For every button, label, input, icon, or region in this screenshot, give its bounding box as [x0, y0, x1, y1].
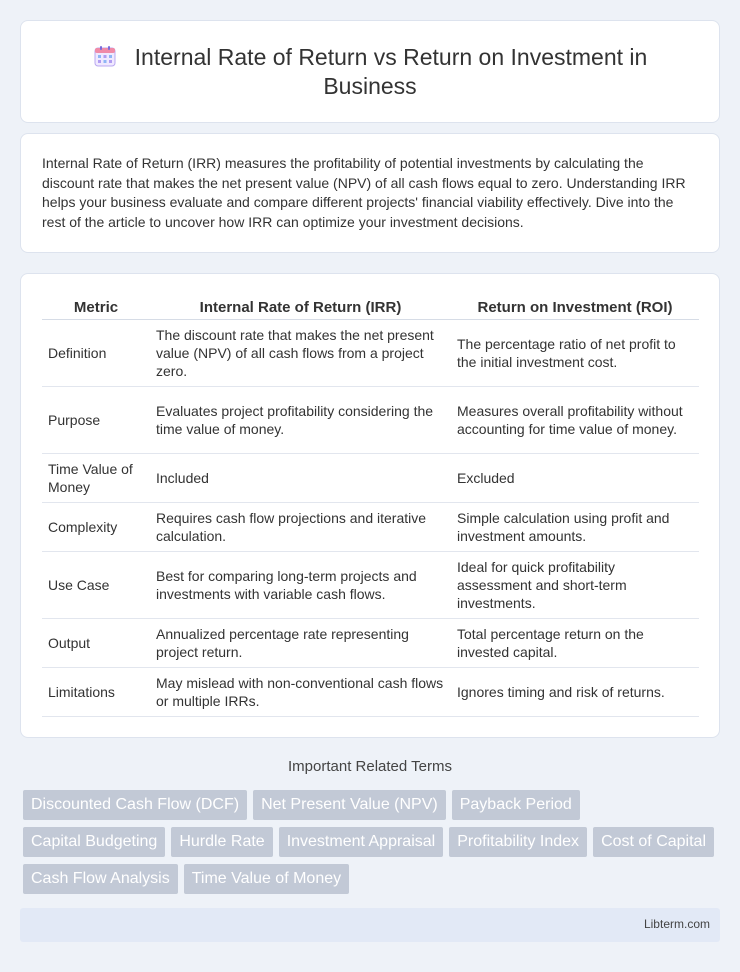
table-row	[42, 668, 699, 717]
header-roi: Return on Investment (ROI)	[451, 294, 699, 320]
related-term-tag[interactable]: Cash Flow Analysis	[23, 864, 178, 894]
comparison-card	[20, 273, 720, 738]
roi-cell: Excluded	[451, 454, 699, 503]
related-terms-title: Important Related Terms	[288, 758, 452, 775]
related-term-tag[interactable]: Payback Period	[452, 790, 580, 820]
irr-cell: Requires cash flow projections and iterative calculation.	[150, 503, 451, 552]
metric-cell: Output	[42, 619, 150, 668]
irr-cell: Best for comparing long-term projects and investments with variable cash flows.	[150, 552, 451, 619]
related-term-tag[interactable]: Discounted Cash Flow (DCF)	[23, 790, 247, 820]
roi-cell: The percentage ratio of net profit to the initial investment cost.	[451, 320, 699, 387]
metric-cell: Use Case	[42, 552, 150, 619]
related-term-tag[interactable]: Cost of Capital	[593, 827, 714, 857]
irr-cell: Annualized percentage rate representing project return.	[150, 619, 451, 668]
roi-cell: Total percentage return on the invested capital.	[451, 619, 699, 668]
irr-cell: The discount rate that makes the net present value (NPV) of all cash flows from a project zero.	[150, 320, 451, 387]
related-term-tag[interactable]: Hurdle Rate	[171, 827, 272, 857]
table-row	[42, 503, 699, 552]
related-term-tag[interactable]: Profitability Index	[449, 827, 587, 857]
roi-cell: Measures overall profitability without accounting for time value of money.	[451, 387, 699, 454]
related-term-tag[interactable]: Capital Budgeting	[23, 827, 165, 857]
irr-cell: May mislead with non-conventional cash flows or multiple IRRs.	[150, 668, 451, 717]
intro-paragraph: Internal Rate of Return (IRR) measures the profitability of potential investments by calculating the discount rate that makes the net present value (NPV) of all cash flows equal to zero. Understanding IRR helps your business evaluate and compare different projects' financial viability effectively. Dive into the rest of the article to uncover how IRR can optimize your investment decisions.	[42, 155, 686, 230]
table-row	[42, 387, 699, 454]
calendar-icon	[93, 44, 117, 68]
comparison-table	[42, 294, 699, 717]
table-header-row	[42, 294, 699, 320]
related-term-tag[interactable]: Time Value of Money	[184, 864, 349, 894]
related-terms-list	[23, 790, 723, 894]
page-title-wrap	[21, 43, 719, 101]
irr-cell: Included	[150, 454, 451, 503]
title-card	[20, 20, 720, 123]
roi-cell: Ideal for quick profitability assessment and short-term investments.	[451, 552, 699, 619]
roi-cell: Ignores timing and risk of returns.	[451, 668, 699, 717]
table-row	[42, 552, 699, 619]
related-term-tag[interactable]: Investment Appraisal	[279, 827, 444, 857]
table-row	[42, 454, 699, 503]
metric-cell: Definition	[42, 320, 150, 387]
related-term-tag[interactable]: Net Present Value (NPV)	[253, 790, 446, 820]
roi-cell: Simple calculation using profit and investment amounts.	[451, 503, 699, 552]
metric-cell: Purpose	[42, 387, 150, 454]
metric-cell: Complexity	[42, 503, 150, 552]
page-title: Internal Rate of Return vs Return on Investment in Business	[134, 44, 648, 99]
metric-cell: Time Value of Money	[42, 454, 150, 503]
header-irr: Internal Rate of Return (IRR)	[150, 294, 451, 320]
table-row	[42, 320, 699, 387]
footer-site-link[interactable]: Libterm.com	[643, 917, 710, 931]
intro-card	[20, 133, 720, 253]
header-metric: Metric	[42, 294, 150, 320]
metric-cell: Limitations	[42, 668, 150, 717]
footer	[20, 908, 720, 942]
irr-cell: Evaluates project profitability considering the time value of money.	[150, 387, 451, 454]
table-row	[42, 619, 699, 668]
